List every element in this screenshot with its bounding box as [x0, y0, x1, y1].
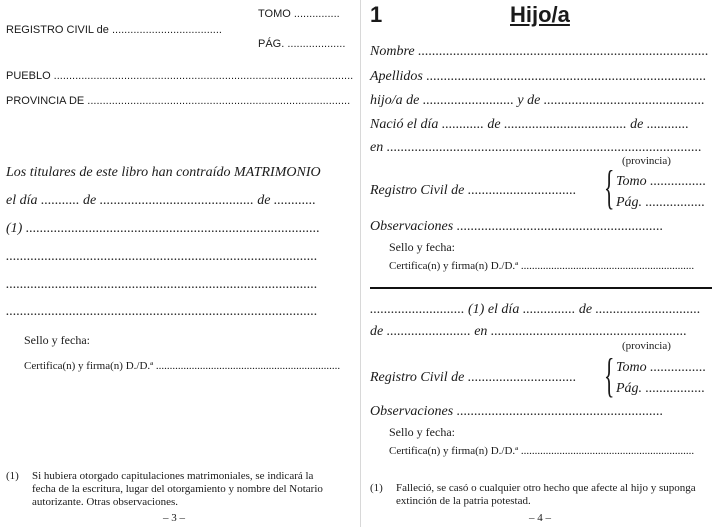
- nota-line-2: .........................................................................................: [6, 249, 318, 264]
- footnote-marker: (1): [370, 482, 383, 494]
- nota-line-1: (1) ....................................................................................: [6, 221, 320, 236]
- brace-icon: {: [604, 161, 615, 214]
- footnote-text: [396, 482, 696, 508]
- sello-fecha-label: Sello y fecha:: [389, 240, 455, 254]
- lugar-nacimiento-field: en ..........................................................................................: [370, 140, 702, 155]
- page-number: – 3 –: [163, 512, 185, 524]
- footnote-line: Falleció, se casó o cualquier otro hecho que afecte al hijo y suponga: [396, 482, 696, 494]
- registro-civil-field: REGISTRO CIVIL de ....................................: [6, 24, 222, 36]
- page-number: – 4 –: [529, 512, 551, 524]
- provincia-label: (provincia): [622, 340, 671, 352]
- fecha-matrimonio-field: el día ........... de ............................................ de ............: [6, 193, 316, 208]
- fallecimiento-lugar-field: de ........................ en ........................................................: [370, 324, 687, 339]
- section-divider: [370, 287, 712, 289]
- pag-field: Pág. .................: [616, 381, 706, 396]
- footnote-text: [32, 470, 323, 509]
- pag-field: PÁG. ...................: [258, 38, 346, 50]
- provincia-label: (provincia): [622, 155, 671, 167]
- certifica-line: Certifica(n) y firma(n) D./D.ª ...............................................................: [389, 445, 695, 457]
- registro-civil-field: Registro Civil de ...............................: [370, 370, 577, 385]
- observaciones-field: Observaciones ...........................................................: [370, 219, 664, 234]
- footnote-line: autorizante. Otras observaciones.: [32, 496, 178, 508]
- sello-fecha-label: Sello y fecha:: [389, 425, 455, 439]
- pueblo-field: PUEBLO ..................................................................................................: [6, 70, 354, 82]
- footnote-line: fecha de la escritura, lugar del otorgamiento y nombre del Notario: [32, 483, 323, 495]
- hijo-de-field: hijo/a de .......................... y de ..............................................: [370, 93, 705, 108]
- sello-fecha-label: Sello y fecha:: [24, 333, 90, 347]
- provincia-field: PROVINCIA DE ......................................................................................: [6, 95, 351, 107]
- certifica-line: Certifica(n) y firma(n) D./D.ª ...............................................................: [389, 260, 695, 272]
- footnote-marker: (1): [6, 470, 19, 482]
- page-gutter: [360, 0, 361, 527]
- nacio-field: Nació el día ............ de ................................... de ............: [370, 117, 689, 132]
- fallecimiento-fecha-field: ........................... (1) el día ............... de ..............................: [370, 302, 701, 317]
- observaciones-field: Observaciones ...........................................................: [370, 404, 664, 419]
- nota-line-4: .........................................................................................: [6, 304, 318, 319]
- brace-icon: {: [604, 349, 615, 402]
- nombre-field: Nombre ...................................................................................: [370, 44, 709, 59]
- apellidos-field: Apellidos ................................................................................: [370, 69, 707, 84]
- tomo-field: TOMO ...............: [258, 8, 340, 20]
- section-title: Hijo/a: [510, 2, 570, 27]
- footnote-line: extinción de la patria potestad.: [396, 495, 531, 507]
- registro-civil-field: Registro Civil de ...............................: [370, 183, 577, 198]
- tomo-field: Tomo ................: [616, 174, 707, 189]
- tomo-field: Tomo ................: [616, 360, 707, 375]
- record-number: 1: [370, 2, 383, 27]
- titulares-statement: Los titulares de este libro han contraído MATRIMONIO: [6, 165, 321, 180]
- certifica-line: Certifica(n) y firma(n) D./D.ª ...................................................................: [24, 360, 341, 372]
- pag-field: Pág. .................: [616, 195, 706, 210]
- footnote-line: Si hubiera otorgado capitulaciones matrimoniales, se indicará la: [32, 470, 314, 482]
- nota-line-3: .........................................................................................: [6, 277, 318, 292]
